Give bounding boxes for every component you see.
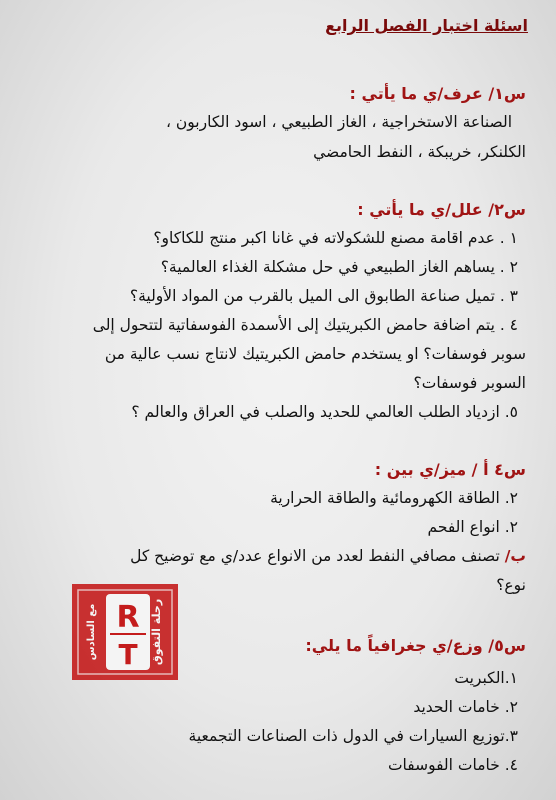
q4-b-line-1 <box>22 546 526 566</box>
logo-text-right: رحلة التفوق <box>150 598 163 666</box>
q2-item-4-cont-1: سوبر فوسفات؟ او يستخدم حامض الكبريتيك لانتاج نسب عالية من <box>104 345 526 363</box>
q1-line-2: الكلنكر، خريبكة ، النفط الحامضي <box>313 143 526 161</box>
q2-item-4: ٤ . يتم اضافة حامض الكبريتيك إلى الأسمدة الفوسفاتية لتتحول إلى <box>92 316 518 334</box>
q4-b-label: ب/ <box>504 547 526 565</box>
q1-line-1: الصناعة الاستخراجية ، الغاز الطبيعي ، اسود الكاربون ، <box>165 113 512 131</box>
q4-b-text: تصنف مصافي النفط لعدد من الانواع عدد/ي مع توضيح كل <box>130 547 500 565</box>
q5-item-4: ٤. خامات الفوسفات <box>387 756 518 774</box>
q2-item-1: ١ . عدم اقامة مصنع للشكولاته في غانا اكبر منتج للكاكاو؟ <box>153 229 518 247</box>
q2-item-3: ٣ . تميل صناعة الطابوق الى الميل بالقرب من المواد الأولية؟ <box>129 287 518 305</box>
q2-item-2: ٢ . يساهم الغاز الطبيعي في حل مشكلة الغذاء العالمية؟ <box>160 258 518 276</box>
q2-item-5: ٥. ازدياد الطلب العالمي للحديد والصلب في العراق والعالم ؟ <box>131 403 518 421</box>
q2-heading: س٢/ علل/ي ما يأتي : <box>357 200 526 219</box>
q5-heading: س٥/ وزع/ي جغرافياً ما يلي: <box>305 636 526 655</box>
q4-heading: س٤ أ / ميز/ي بين : <box>374 460 526 479</box>
logo-letter-r: R <box>116 600 140 635</box>
q5-item-1: ١.الكبريت <box>454 669 518 687</box>
q4-item-2: ٢. انواع الفحم <box>427 518 518 536</box>
q5-item-2: ٢. خامات الحديد <box>413 698 518 716</box>
q5-item-3: ٣.توزيع السيارات في الدول ذات الصناعات التجمعية <box>188 727 518 745</box>
q4-b-line-2: نوع؟ <box>496 576 526 594</box>
rt-logo <box>70 582 180 682</box>
q2-item-4-cont-2: السوبر فوسفات؟ <box>413 374 526 392</box>
q4-item-1: ٢. الطاقة الكهرومائية والطاقة الحرارية <box>270 489 518 507</box>
q1-heading: س١/ عرف/ي ما يأتي : <box>349 84 526 103</box>
logo-text-left: مع السادس <box>86 603 97 661</box>
logo-letter-t: T <box>118 638 138 671</box>
rt-logo-graphic <box>70 582 180 682</box>
page-title: اسئلة اختبار الفصل الرابع <box>325 16 528 35</box>
